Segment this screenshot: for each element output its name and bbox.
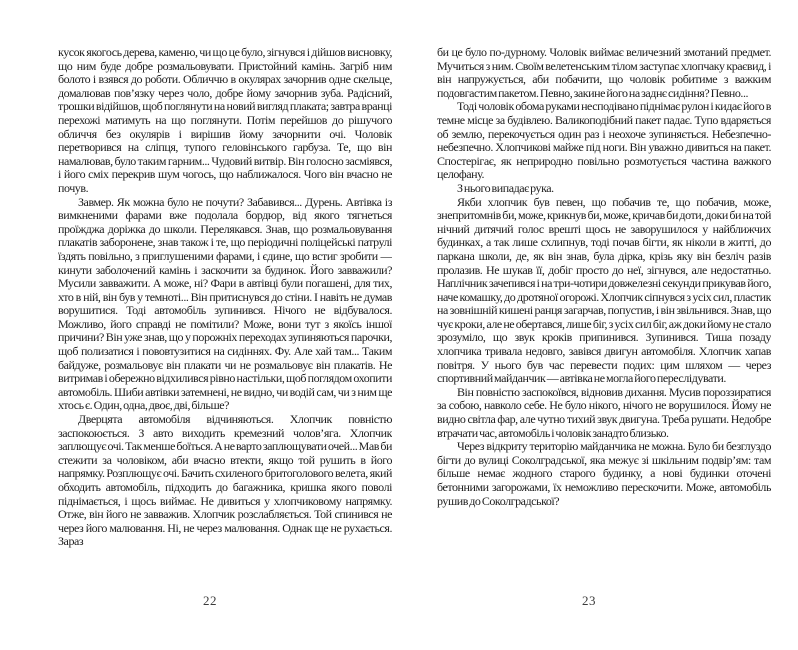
page-number-right: 23 bbox=[582, 593, 596, 608]
paragraph: Завмер. Як можна було не почути? Забавився... Дурень. Автівка із вимкненими фарами вже подолала бордюр, від якого тягнеться проїжджа доріжка до школи. Перелякався. Знав, що розмальовування плакатів заборонене, знав також і те, що періодичні поліцейські патрулі їздять повільно, з приглушеними фарами, і єдине, що встиг зробити — кинути заболочений камінь і заскочити за будинок. Його завважили? Мусили завважити. А може, ні? Фари в автівці були погашені, для тих, хто в ній, він був у темноті... Він притиснувся до стіни. І навіть не думав ворушитися. Тоді автомобіль зупинився. Нічого не відбувалося. Можливо, його справді не помітили? Може, вони тут з якоїсь іншої причини? Він уже знав, що у порожніх переходах зупиняються парочки, щоб полизатися і пововтузитися на сидіннях. Фу. Але хай там... Таким байдуже, розмальовує він плакати чи не розмальовує він плакатів. Не витримав і обережно відхилився рівно настільки, щоб поглядом охопити автомобіль. Шиби автівки затемнені, не видно, чи водій сам, чи з ним ще хтось є. Один, одна, двоє, дві, більше? bbox=[58, 194, 392, 413]
paragraph: Через відкриту територію майданчика не можна. Було би безглуздо бігти до вулиці Соколградської, яка межує зі шкільним подвір’ям: там більше немає жодного старого будинку, а нові будинки оточені бетонними загорожами, їх неможливо перескочити. Може, автомобіль рушив до Соколградської? bbox=[437, 439, 771, 508]
page-number-left: 22 bbox=[203, 593, 217, 608]
paragraph: Тоді чоловік обома руками несподівано піднімає рулон і кидає його в темне місце за будівлею. Валикоподібний пакет падає. Тупо вдаряється об землю, перекочується один раз і неохоче зупиняється. Небезпечно-небезпечно. Хлопчикові майже під ноги. Він уважно дивиться на пакет. Спостерігає, як неприродно повільно розмотується частина важкого целофану. bbox=[437, 99, 771, 182]
page-right bbox=[437, 46, 771, 626]
paragraph: Дверцята автомобіля відчиняються. Хлопчик повністю заспокоюється. З авто виходить кремезний чолов’яга. Хлопчик заплющує очі. Так менше боїться. А не варто заплющувати очей... Мав би стежити за чоловіком, аби вчасно втекти, якщо той рушить в його напрямку. Розплющує очі. Бачить схиленого бритоголового велета, який обходить автомобіль, підходить до багажника, кришка якого поволі піднімається, і щось виймає. Не дивиться у хлопчиковому напрямку. Отже, він його не завважив. Хлопчик розслабляється. Той спинився не через його малювання. Ні, не через малювання. Однак ще не рухається. Зараз bbox=[58, 412, 392, 549]
page-left-text bbox=[58, 46, 392, 549]
page-right-text bbox=[437, 46, 771, 508]
paragraph: кусок якогось дерева, каменю, чи що це було, зігнувся і дійшов висновку, що ним буде добре розмальовувати. Пристойний камінь. Загріб ним болото і взявся до роботи. Обличчю в окулярах зачорнив одне скельце, домалював пов’язку через чоло, добре йому зачорнив зуба. Радісний, трошки відійшов, щоб поглянути на новий вигляд плаката; завтра вранці перехожі матимуть на що поглянути. Потім перейшов до рішучого обличчя без окулярів і вирішив йому зачорнити очі. Чоловік перетворився на сліпця, тупого геловінського гарбуза. Те, що він намалював, було таким гарним... Чудовий витвір. Він голосно засміявся, і його сміх перекрив шум чогось, що наближалося. Чого він вчасно не почув. bbox=[58, 46, 392, 195]
paragraph: Якби хлопчик був певен, що побачив те, що побачив, може, знепритомнів би, може, крикнув би, може, кричав би доти, доки би на той нічний дитячий голос врешті щось не заворушилося у найближчих будинках, а так лише схлипнув, тоді почав бігти, як ніколи в житті, до паркана школи, де, як він знав, була дірка, крізь яку він безліч разів пролазив. Не шукав її, добіг просто до неї, зігнувся, але недостатньо. Наплічник зачепився і на три-чотири довжелезні секунди прикував його, наче комашку, до дротяної огорожі. Хлопчик сіпнувся з усіх сил, пластик на зовнішній кишені ранця загарчав, попустив, і він звільнився. Знав, що чує кроки, але не обертався, лише біг, з усіх сил біг, аж доки йому не стало зрозуміло, що звук кроків припинився. Зупинився. Тиша позаду хлопчика тривала недовго, завівся двигун автомобіля. Хлопчик хапав повітря. У нього був час перевести подих: цим шляхом — через спортивний майданчик — автівка не могла його переслідувати. bbox=[437, 194, 771, 386]
paragraph: Він повністю заспокоївся, відновив дихання. Мусив пороззиратися за собою, навколо себе. Не було нікого, нічого не ворушилося. Йому не видно світла фар, але чутно тихий звук двигуна. Треба рушати. Недобре втрачати час, автомобіль і чоловік занадто близько. bbox=[437, 384, 771, 440]
paragraph: З нього випадає рука. bbox=[457, 180, 554, 195]
paragraph: би це було по-дурному. Чоловік виймає величезний змотаний предмет. Мучиться з ним. Своїм велетенським тілом заступає хлопчаку краєвид, і він напружується, аби побачити, що чоловік робитиме з важким подовгастим пакетом. Певно, закине його на заднє сидіння? Певно... bbox=[437, 46, 771, 100]
page-left bbox=[58, 46, 392, 626]
